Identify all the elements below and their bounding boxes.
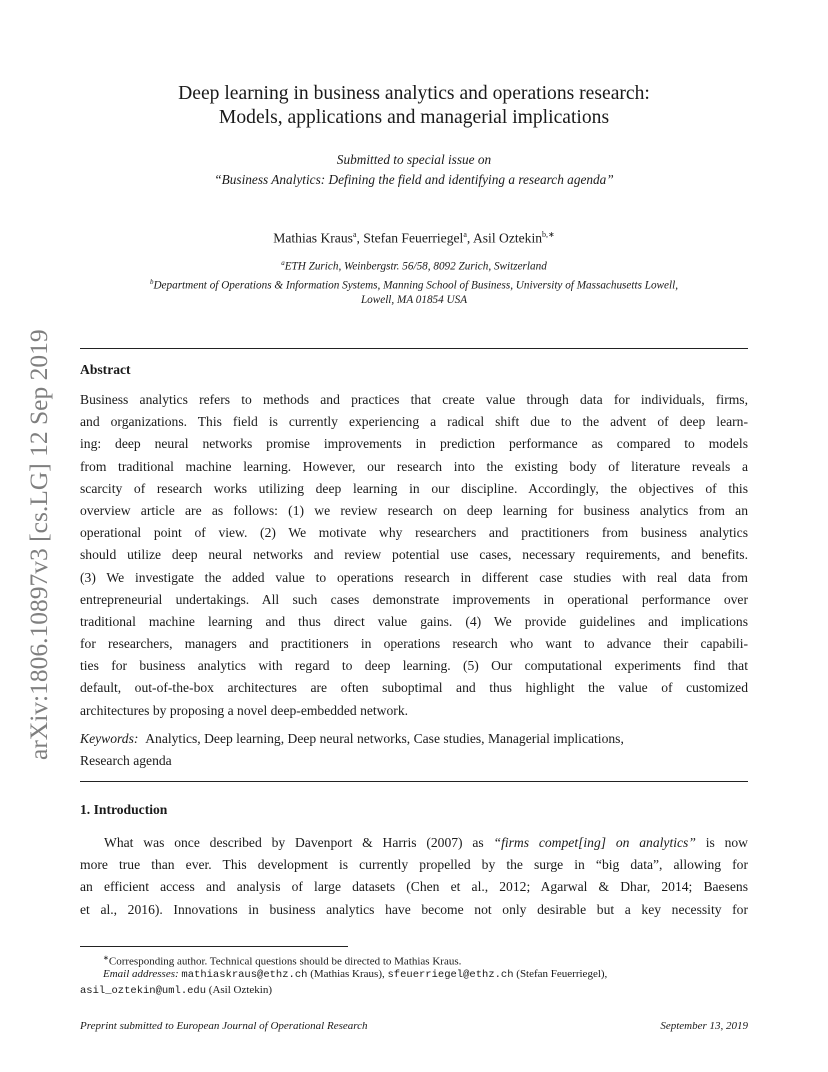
footer-journal: Preprint submitted to European Journal of Operational Research: [80, 1020, 368, 1032]
author-list: [90, 226, 738, 248]
abstract-line: operational point of view. (2) We motivate why researchers and practitioners from business analytics: [80, 525, 748, 541]
abstract-line: (3) We investigate the added value to operations research in different case studies with real data from: [80, 569, 748, 585]
abstract-line: for researchers, managers and practitioners in operations research who want to advance their capabili-: [80, 636, 748, 652]
footnote-rule: [80, 946, 348, 947]
affiliations: [80, 256, 748, 308]
footnote-mark: ∗: [103, 954, 109, 962]
keywords-line-1: [80, 728, 748, 750]
intro-text: is now: [695, 835, 749, 850]
abstract-line: default, out-of-the-box architectures are often suboptimal and thus highlight the value of customized: [80, 680, 748, 696]
abstract-line: should utilize deep neural networks and review potential use cases, necessary requirements, and benefits.: [80, 547, 748, 563]
keywords-label: Keywords:: [80, 731, 139, 746]
footer-date: September 13, 2019: [660, 1020, 748, 1032]
abstract-line: Business analytics refers to methods and practices that create value through data for individuals, firms,: [80, 392, 748, 407]
footnote-emails: [80, 966, 748, 982]
title-line-1: Deep learning in business analytics and operations research:: [178, 83, 650, 104]
affiliation-b: [80, 275, 748, 294]
affiliation-mark: a: [281, 259, 285, 267]
keywords: [80, 728, 748, 772]
intro-line: [80, 832, 748, 854]
affiliation-text: Department of Operations & Information Systems, Manning School of Business, University of Massachusetts Lowell,: [153, 279, 679, 292]
affiliation-a: [80, 256, 748, 275]
abstract-line: from traditional machine learning. However, our research into the existing body of literature reveals a: [80, 458, 748, 474]
abstract-line: architectures by proposing a novel deep-embedded network.: [80, 702, 409, 718]
email-owner: (Mathias Kraus),: [307, 968, 388, 980]
submission-line-2: “Business Analytics: Defining the field and identifying a research agenda”: [214, 172, 614, 187]
footnote-corresponding: [80, 950, 748, 966]
abstract-line: and organizations. This field is currently experiencing a radical shift due to the advent of deep learn-: [80, 414, 748, 430]
affiliation-mark: b: [149, 277, 154, 286]
title-line-2: Models, applications and managerial implications: [218, 107, 610, 128]
abstract-line: overview article are as follows: (1) we review research on deep learning for business analytics from an: [80, 502, 748, 518]
intro-line: more true than ever. This development is currently propelled by the surge in “big data”, allowing for: [80, 857, 748, 873]
arxiv-watermark: arXiv:1806.10897v3 [cs.LG] 12 Sep 2019: [24, 329, 53, 760]
affiliation-text: ETH Zurich, Weinbergstr. 56/58, 8092 Zurich, Switzerland: [284, 260, 547, 273]
abstract-line: scarcity of research works utilizing deep learning in our discipline. Accordingly, the objectives of this: [80, 480, 748, 496]
email-link[interactable]: asil_oztekin@uml.edu: [80, 985, 207, 997]
email-owner: (Stefan Feuerriegel),: [513, 968, 608, 980]
author-separator: ,: [466, 230, 473, 246]
email-label: Email addresses:: [103, 968, 179, 980]
abstract-top-rule: [80, 348, 748, 349]
author-mark: a: [352, 230, 357, 239]
footnote-emails-line-2: [80, 982, 748, 998]
paper-title: [90, 82, 738, 130]
keywords-line-2: Research agenda: [80, 753, 172, 769]
email-link[interactable]: sfeuerriegel@ethz.ch: [387, 969, 514, 981]
footnote-text: Corresponding author. Technical questions should be directed to Mathias Kraus.: [108, 955, 462, 968]
affiliation-b-line-2: Lowell, MA 01854 USA: [360, 294, 468, 307]
keywords-text: Analytics, Deep learning, Deep neural networks, Case studies, Managerial implications,: [145, 731, 624, 746]
introduction-heading: 1. Introduction: [80, 802, 168, 817]
submission-note: [90, 150, 738, 190]
abstract-line: ties for business analytics with regard to deep learning. (5) Our computational experiments find that: [80, 658, 748, 674]
intro-text: What was once described by Davenport & Harris (2007) as: [104, 835, 494, 850]
abstract-bottom-rule: [80, 781, 748, 782]
author-mark: b,∗: [542, 230, 555, 239]
footnotes: [80, 950, 748, 998]
abstract-heading: Abstract: [80, 362, 131, 377]
author-name: Stefan Feuerriegel: [363, 230, 464, 246]
intro-line: an efficient access and analysis of large datasets (Chen et al., 2012; Agarwal & Dhar, 2014; Baesens: [80, 879, 748, 895]
email-owner: (Asil Oztekin): [206, 984, 273, 996]
abstract-body: [80, 389, 748, 722]
intro-quote: “firms compet[ing] on analytics”: [493, 835, 696, 850]
abstract-line: entrepreneurial undertakings. All such cases demonstrate improvements in operational performance over: [80, 591, 748, 607]
abstract-line: ing: deep neural networks promise improvements in prediction performance as compared to models: [80, 436, 748, 452]
author-name: Asil Oztekin: [472, 230, 543, 246]
intro-line: et al., 2016). Innovations in business analytics have become not only desirable but a key necessity for: [80, 901, 748, 917]
author-mark: a: [463, 230, 467, 239]
introduction-body: [80, 832, 748, 921]
author-name: Mathias Kraus: [273, 230, 353, 246]
author-separator: ,: [356, 230, 364, 246]
submission-line-1: Submitted to special issue on: [336, 152, 492, 167]
abstract-line: traditional machine learning and thus direct value gains. (4) We provide guidelines and implications: [80, 613, 748, 629]
email-link[interactable]: mathiaskraus@ethz.ch: [181, 969, 308, 981]
